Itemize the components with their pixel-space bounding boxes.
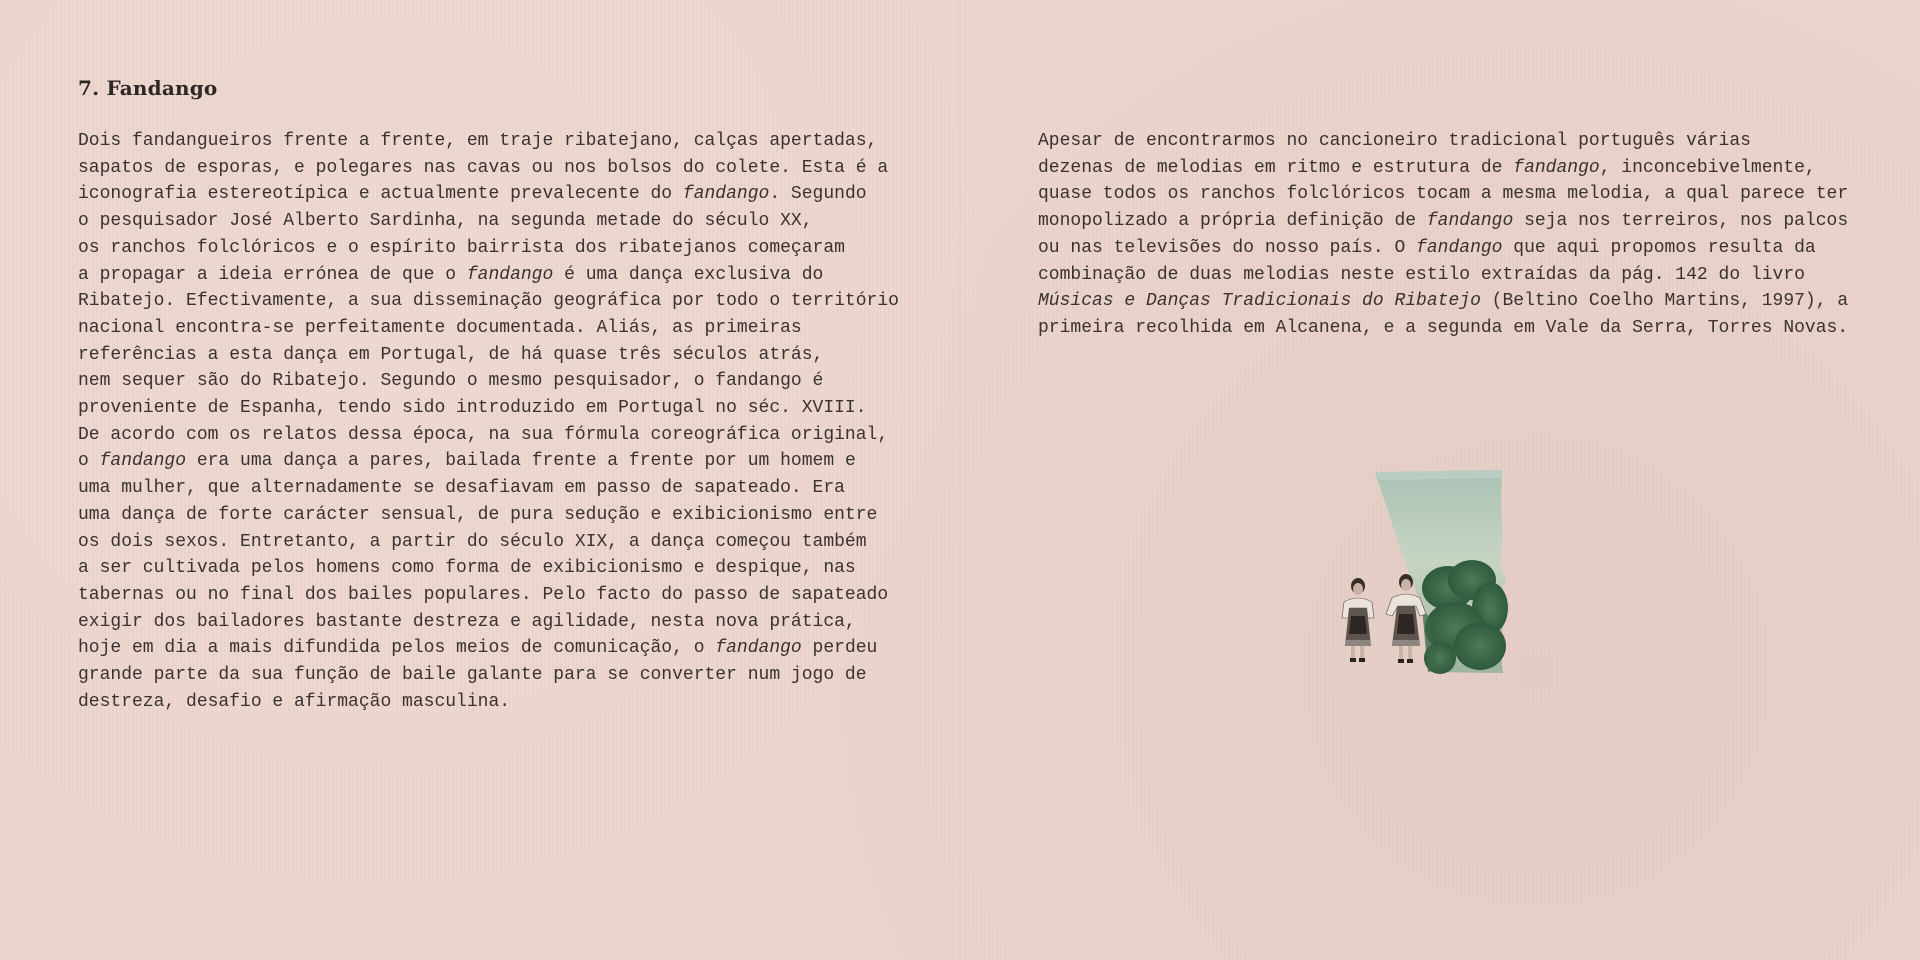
text-segment: monopolizado a própria definição de (1038, 211, 1427, 232)
dancer-figures (1342, 574, 1426, 663)
text-line (78, 288, 899, 315)
text-segment: é uma dança exclusiva do (553, 264, 824, 285)
text-segment: Dois fandangueiros frente a frente, em traje ribatejano, calças apertadas, (78, 131, 878, 151)
right-column-text (1038, 128, 1858, 342)
text-segment: o pesquisador José Alberto Sardinha, na segunda metade do século XX, (78, 211, 813, 232)
text-line (1038, 262, 1858, 289)
italic-text: Músicas e Danças Tradicionais do Ribatejo (1038, 291, 1481, 312)
italic-text: fandango (1416, 237, 1503, 258)
text-line (78, 502, 888, 529)
text-segment: a propagar a ideia errónea de que o (78, 264, 467, 285)
text-segment: uma mulher, que alternadamente se desafiavam em passo de sapateado. Era (78, 478, 845, 499)
text-line (78, 235, 888, 262)
text-segment: referências a esta dança em Portugal, de há quase três séculos atrás, (78, 344, 824, 365)
text-segment: uma dança de forte carácter sensual, de pura sedução e exibicionismo entre (78, 504, 878, 525)
text-line (78, 529, 888, 556)
italic-text: fandango (466, 264, 554, 285)
text-line (1038, 288, 1858, 315)
text-segment: ou nas televisões do nosso país. O (1038, 237, 1417, 258)
text-segment: a ser cultivada pelos homens como forma de exibicionismo e despique, nas (78, 558, 856, 579)
text-line (78, 662, 888, 689)
text-segment: destreza, desafio e afirmação masculina. (78, 691, 511, 712)
text-segment: iconografia estereotípica e actualmente prevalecente do (78, 184, 683, 205)
text-segment: exigir dos bailadores bastante destreza e agilidade, nesta nova prática, (78, 611, 856, 632)
text-line (78, 342, 888, 369)
text-line (78, 155, 888, 182)
text-segment: seja nos terreiros, nos palcos (1513, 211, 1849, 232)
text-line (78, 315, 888, 342)
text-line (78, 368, 888, 395)
text-line (78, 181, 888, 208)
text-line (78, 582, 888, 609)
text-line (78, 448, 888, 475)
italic-text: fandango (715, 638, 802, 659)
collage-illustration (1330, 468, 1510, 698)
text-segment: hoje em dia a mais difundida pelos meios de comunicação, o (78, 638, 716, 659)
text-segment: De acordo com os relatos dessa época, na sua fórmula coreográfica original, (78, 424, 889, 445)
text-line (78, 635, 888, 662)
text-line (1038, 315, 1858, 342)
text-segment: o (78, 451, 100, 472)
text-segment: grande parte da sua função de baile galante para se converter num jogo de (78, 665, 867, 686)
text-line (78, 395, 888, 422)
text-segment: Ribatejo. Efectivamente, a sua disseminação geográfica por todo o território (78, 291, 899, 312)
text-segment: primeira recolhida em Alcanena, e a segunda em Vale da Serra, Torres Novas. (1038, 317, 1849, 338)
text-segment: , inconcebivelmente, (1599, 157, 1816, 178)
text-segment: perdeu (801, 638, 878, 659)
text-segment: que aqui propomos resulta da (1502, 237, 1816, 258)
text-segment: Apesar de encontrarmos no cancioneiro tradicional português várias (1038, 131, 1751, 151)
text-segment: combinação de duas melodias neste estilo extraídas da pág. 142 do livro (1038, 264, 1805, 285)
text-line (78, 609, 888, 636)
page-spine (959, 0, 961, 960)
text-line (78, 689, 888, 716)
text-segment: os ranchos folclóricos e o espírito bairrista dos ribatejanos começaram (78, 237, 845, 258)
italic-text: fandango (682, 184, 770, 205)
text-line (78, 475, 888, 502)
text-line (1038, 155, 1858, 182)
italic-text: fandango (1426, 211, 1514, 232)
text-segment: . Segundo (769, 184, 867, 205)
text-line (78, 262, 888, 289)
text-segment: era uma dança a pares, bailada frente a frente por um homem e (186, 451, 856, 472)
italic-text: fandango (99, 451, 187, 472)
text-line (78, 208, 888, 235)
text-segment: tabernas ou no final dos bailes populares. Pelo facto do passo de sapateado (78, 584, 889, 605)
text-line (1038, 208, 1858, 235)
text-line (1038, 181, 1858, 208)
text-segment: nacional encontra-se perfeitamente documentada. Aliás, as primeiras (78, 317, 802, 338)
text-line (78, 128, 888, 155)
section-heading: 7. Fandango (78, 76, 218, 100)
text-segment: quase todos os ranchos folclóricos tocam a mesma melodia, a qual parece ter (1038, 184, 1849, 205)
text-line (78, 422, 888, 449)
text-segment: os dois sexos. Entretanto, a partir do século XIX, a dança começou também (78, 531, 867, 552)
text-segment: proveniente de Espanha, tendo sido introduzido em Portugal no séc. XVIII. (78, 398, 867, 419)
text-line (78, 555, 888, 582)
text-line (1038, 128, 1858, 155)
text-line (1038, 235, 1858, 262)
text-segment: dezenas de melodias em ritmo e estrutura de (1038, 157, 1514, 178)
italic-text: fandango (1513, 157, 1600, 178)
text-segment: (Beltino Coelho Martins, 1997), a (1480, 291, 1849, 312)
text-segment: sapatos de esporas, e polegares nas cavas ou nos bolsos do colete. Esta é a (78, 157, 889, 178)
text-segment: nem sequer são do Ribatejo. Segundo o mesmo pesquisador, o fandango é (78, 371, 824, 392)
left-column-text (78, 128, 899, 715)
